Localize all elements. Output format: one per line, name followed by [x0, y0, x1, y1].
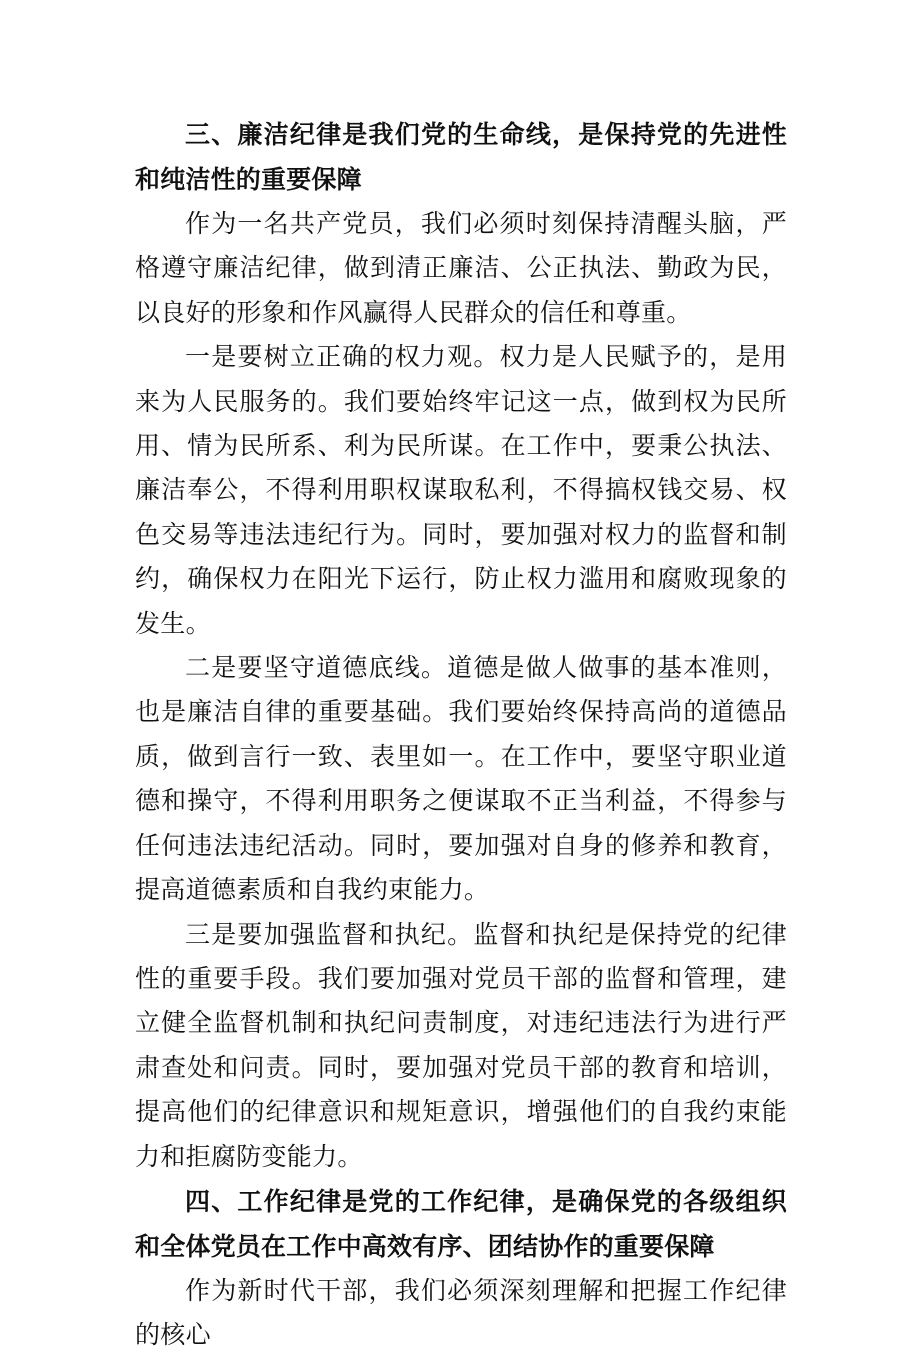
- section-3-point-3-paragraph: 三是要加强监督和执纪。监督和执纪是保持党的纪律性的重要手段。我们要加强对党员干部的监督和管理，建立健全监督机制和执纪问责制度，对违纪违法行为进行严肃查处和问责。同时，要加强对党员干部的教育和培训，提高他们的纪律意识和规矩意识，增强他们的自我约束能力和拒腐防变能力。: [135, 919, 787, 1171]
- section-heading-3: 三、廉洁纪律是我们党的生命线，是保持党的先进性和纯洁性的重要保障: [135, 120, 787, 194]
- document-body: [135, 112, 787, 1358]
- section-3-point-1-paragraph: 一是要树立正确的权力观。权力是人民赋予的，是用来为人民服务的。我们要始终牢记这一点，做到权为民所用、情为民所系、利为民所谋。在工作中，要秉公执法、廉洁奉公，不得利用职权谋取私利，不得搞权钱交易、权色交易等违法违纪行为。同时，要加强对权力的监督和制约，确保权力在阳光下运行，防止权力滥用和腐败现象的发生。: [135, 342, 787, 638]
- section-4-intro-paragraph: 作为新时代干部，我们必须深刻理解和把握工作纪律的核心: [135, 1275, 787, 1350]
- section-3-intro-paragraph: 作为一名共产党员，我们必须时刻保持清醒头脑，严格遵守廉洁纪律，做到清正廉洁、公正执法、勤政为民，以良好的形象和作风赢得人民群众的信任和尊重。: [135, 209, 787, 327]
- section-heading-4: 四、工作纪律是党的工作纪律，是确保党的各级组织和全体党员在工作中高效有序、团结协作的重要保障: [135, 1186, 787, 1261]
- section-3-point-2-paragraph: 二是要坚守道德底线。道德是做人做事的基本准则，也是廉洁自律的重要基础。我们要始终保持高尚的道德品质，做到言行一致、表里如一。在工作中，要坚守职业道德和操守，不得利用职务之便谋取不正当利益，不得参与任何违法违纪活动。同时，要加强对自身的修养和教育，提高道德素质和自我约束能力。: [135, 653, 787, 905]
